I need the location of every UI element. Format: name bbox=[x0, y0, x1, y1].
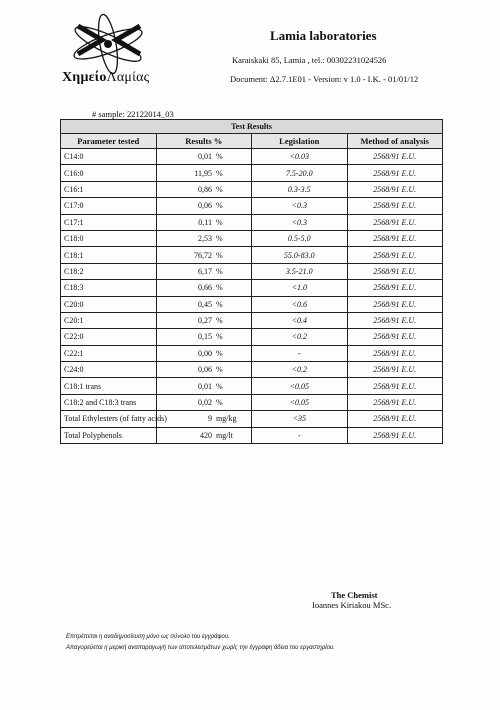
method-cell: 2568/91 E.U. bbox=[347, 296, 443, 312]
result-value: 0,01 bbox=[198, 152, 212, 162]
legislation-cell: <0.03 bbox=[252, 149, 348, 165]
result-cell bbox=[156, 394, 252, 410]
result-value: 2,53 bbox=[198, 234, 212, 244]
result-cell bbox=[156, 181, 252, 197]
result-unit: % bbox=[216, 184, 223, 194]
param-cell: C18:0 bbox=[61, 230, 157, 246]
legislation-cell: 7.5-20.0 bbox=[252, 165, 348, 181]
result-unit: % bbox=[216, 234, 223, 244]
param-cell: C18:2 and C18:3 trans bbox=[61, 394, 157, 410]
legislation-cell: 55.0-83.0 bbox=[252, 247, 348, 263]
result-unit: % bbox=[216, 217, 223, 227]
method-cell: 2568/91 E.U. bbox=[347, 394, 443, 410]
result-value: 9 bbox=[208, 414, 212, 424]
result-cell bbox=[156, 214, 252, 230]
lab-address: Karaiskaki 85, Lamia , tel.: 00302231024526 bbox=[232, 55, 387, 65]
table-row bbox=[61, 247, 443, 263]
result-value: 0,86 bbox=[198, 184, 212, 194]
method-cell: 2568/91 E.U. bbox=[347, 411, 443, 427]
result-cell bbox=[156, 280, 252, 296]
param-cell: C24:0 bbox=[61, 362, 157, 378]
method-cell: 2568/91 E.U. bbox=[347, 165, 443, 181]
legislation-cell: <0.4 bbox=[252, 312, 348, 328]
header-legislation: Legislation bbox=[252, 134, 348, 149]
table-row bbox=[61, 280, 443, 296]
method-cell: 2568/91 E.U. bbox=[347, 198, 443, 214]
param-cell: C22:0 bbox=[61, 329, 157, 345]
param-cell: C17:1 bbox=[61, 214, 157, 230]
param-cell: C22:1 bbox=[61, 345, 157, 361]
method-cell: 2568/91 E.U. bbox=[347, 214, 443, 230]
result-cell bbox=[156, 329, 252, 345]
result-unit: % bbox=[216, 299, 223, 309]
legislation-cell: <1.0 bbox=[252, 280, 348, 296]
table-row bbox=[61, 345, 443, 361]
legislation-cell: 0.5-5.0 bbox=[252, 230, 348, 246]
result-cell bbox=[156, 362, 252, 378]
param-cell: C18:3 bbox=[61, 280, 157, 296]
legislation-cell: <0.2 bbox=[252, 329, 348, 345]
param-cell: C18:1 trans bbox=[61, 378, 157, 394]
lab-name: Lamia laboratories bbox=[270, 28, 377, 43]
result-value: 420 bbox=[200, 430, 212, 440]
table-row bbox=[61, 329, 443, 345]
table-row bbox=[61, 362, 443, 378]
method-cell: 2568/91 E.U. bbox=[347, 280, 443, 296]
result-value: 0,45 bbox=[198, 299, 212, 309]
sample-number: # sample: 22122014_03 bbox=[92, 109, 174, 119]
table-row bbox=[61, 312, 443, 328]
legislation-cell: <35 bbox=[252, 411, 348, 427]
signature-name: Ioannes Kiriakou MSc. bbox=[312, 600, 392, 610]
result-unit: mg/lt bbox=[216, 430, 233, 440]
results-body bbox=[61, 149, 443, 444]
legislation-cell: <0.2 bbox=[252, 362, 348, 378]
param-cell: C20:1 bbox=[61, 312, 157, 328]
result-unit: % bbox=[216, 283, 223, 293]
logo-wordmark: ΧημείοΛαμίας bbox=[62, 70, 150, 85]
result-value: 0,02 bbox=[198, 398, 212, 408]
table-row bbox=[61, 149, 443, 165]
method-cell: 2568/91 E.U. bbox=[347, 181, 443, 197]
param-cell: C18:2 bbox=[61, 263, 157, 279]
result-unit: % bbox=[216, 381, 223, 391]
legislation-cell: - bbox=[252, 427, 348, 443]
header-results: Results % bbox=[156, 134, 252, 149]
table-banner: Test Results bbox=[61, 120, 443, 134]
legislation-cell: <0.3 bbox=[252, 198, 348, 214]
result-unit: % bbox=[216, 266, 223, 276]
param-cell: C16:0 bbox=[61, 165, 157, 181]
method-cell: 2568/91 E.U. bbox=[347, 378, 443, 394]
result-value: 0,15 bbox=[198, 332, 212, 342]
method-cell: 2568/91 E.U. bbox=[347, 362, 443, 378]
method-cell: 2568/91 E.U. bbox=[347, 263, 443, 279]
result-cell bbox=[156, 411, 252, 427]
result-cell bbox=[156, 165, 252, 181]
method-cell: 2568/91 E.U. bbox=[347, 345, 443, 361]
result-cell bbox=[156, 263, 252, 279]
result-cell bbox=[156, 149, 252, 165]
table-row bbox=[61, 394, 443, 410]
result-cell bbox=[156, 247, 252, 263]
table-row bbox=[61, 214, 443, 230]
param-cell: C17:0 bbox=[61, 198, 157, 214]
method-cell: 2568/91 E.U. bbox=[347, 230, 443, 246]
header-method: Method of analysis bbox=[347, 134, 443, 149]
legislation-cell: 0.3-3.5 bbox=[252, 181, 348, 197]
footer-notice-1: Επιτρέπεται η αναδημοσίευση μόνο ως σύνολο του εγγράφου. bbox=[66, 634, 230, 640]
result-unit: % bbox=[216, 152, 223, 162]
legislation-cell: 3.5-21.0 bbox=[252, 263, 348, 279]
param-cell: Total Polyphenols bbox=[61, 427, 157, 443]
result-unit: % bbox=[216, 250, 223, 260]
table-row bbox=[61, 296, 443, 312]
signature-title: The Chemist bbox=[331, 590, 378, 600]
table-row bbox=[61, 378, 443, 394]
param-cell: C16:1 bbox=[61, 181, 157, 197]
result-value: 0,27 bbox=[198, 316, 212, 326]
table-row bbox=[61, 263, 443, 279]
table-row bbox=[61, 411, 443, 427]
result-unit: % bbox=[216, 398, 223, 408]
result-value: 0,06 bbox=[198, 365, 212, 375]
method-cell: 2568/91 E.U. bbox=[347, 312, 443, 328]
result-cell bbox=[156, 345, 252, 361]
result-cell bbox=[156, 427, 252, 443]
result-value: 6,17 bbox=[198, 266, 212, 276]
result-cell bbox=[156, 230, 252, 246]
result-unit: % bbox=[216, 316, 223, 326]
table-row bbox=[61, 427, 443, 443]
test-results-table bbox=[60, 119, 443, 444]
result-cell bbox=[156, 312, 252, 328]
table-row bbox=[61, 230, 443, 246]
param-cell: Total Ethylesters (of fatty acids) bbox=[61, 411, 157, 427]
result-unit: % bbox=[216, 348, 223, 358]
result-value: 76,72 bbox=[194, 250, 212, 260]
result-value: 0,00 bbox=[198, 348, 212, 358]
result-value: 0,66 bbox=[198, 283, 212, 293]
result-unit: mg/kg bbox=[216, 414, 237, 424]
document-info: Document: Δ2.7.1Ε01 - Version: v 1.0 - I.K. - 01/01/12 bbox=[230, 74, 419, 84]
footer-notice-2: Απαγορεύεται η μερική αναπαραγωγή των αποτελεσμάτων χωρίς την έγγραφη άδεια του εργαστηρίου. bbox=[66, 645, 335, 651]
result-cell bbox=[156, 198, 252, 214]
method-cell: 2568/91 E.U. bbox=[347, 247, 443, 263]
legislation-cell: <0.3 bbox=[252, 214, 348, 230]
legislation-cell: - bbox=[252, 345, 348, 361]
legislation-cell: <0.05 bbox=[252, 378, 348, 394]
result-cell bbox=[156, 378, 252, 394]
param-cell: C14:0 bbox=[61, 149, 157, 165]
legislation-cell: <0.6 bbox=[252, 296, 348, 312]
table-row bbox=[61, 165, 443, 181]
method-cell: 2568/91 E.U. bbox=[347, 427, 443, 443]
method-cell: 2568/91 E.U. bbox=[347, 329, 443, 345]
param-cell: C18:1 bbox=[61, 247, 157, 263]
result-value: 0,01 bbox=[198, 381, 212, 391]
table-row bbox=[61, 198, 443, 214]
param-cell: C20:0 bbox=[61, 296, 157, 312]
table-row bbox=[61, 181, 443, 197]
method-cell: 2568/91 E.U. bbox=[347, 149, 443, 165]
result-unit: % bbox=[216, 168, 223, 178]
legislation-cell: <0.05 bbox=[252, 394, 348, 410]
result-value: 11,95 bbox=[194, 168, 212, 178]
result-unit: % bbox=[216, 332, 223, 342]
result-unit: % bbox=[216, 201, 223, 211]
result-value: 0,11 bbox=[198, 217, 212, 227]
result-cell bbox=[156, 296, 252, 312]
header-parameter: Parameter tested bbox=[61, 134, 157, 149]
result-unit: % bbox=[216, 365, 223, 375]
result-value: 0,06 bbox=[198, 201, 212, 211]
